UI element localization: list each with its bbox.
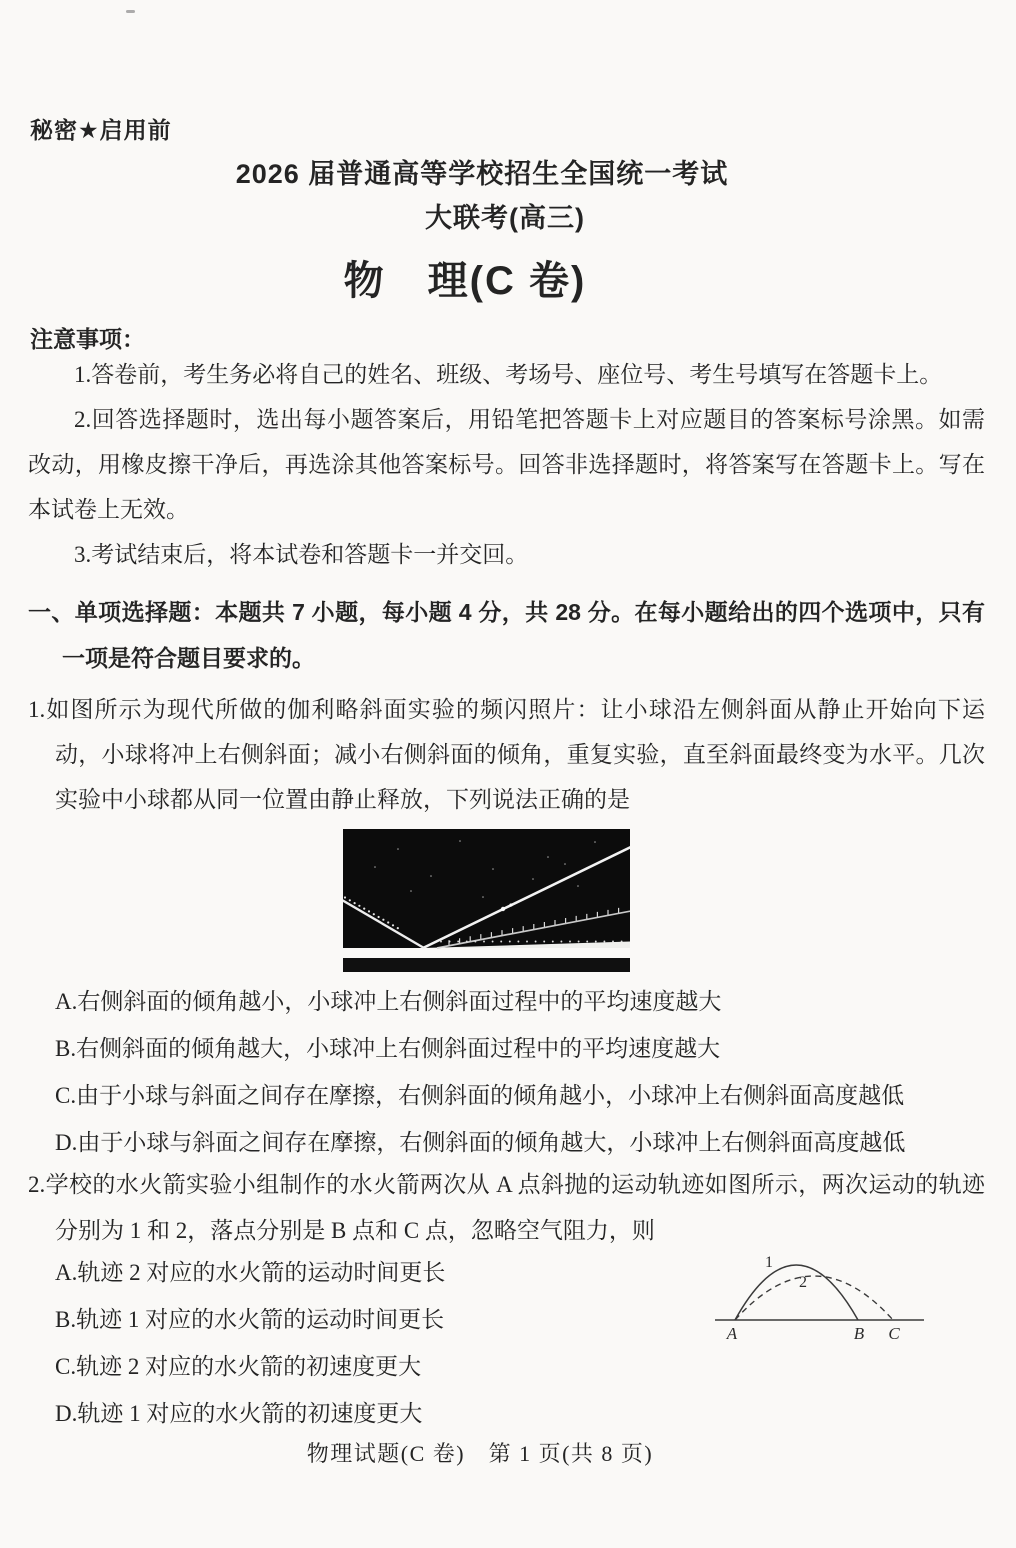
question-2-options — [55, 1249, 755, 1437]
question-2-stem: 2.学校的水火箭实验小组制作的水火箭两次从 A 点斜抛的运动轨迹如图所示，两次运动的轨迹分别为 1 和 2，落点分别是 B 点和 C 点，忽略空气阻力，则 — [28, 1172, 985, 1243]
notice-item-3: 3.考试结束后，将本试卷和答题卡一并交回。 — [74, 542, 529, 567]
question-2-option-a: A.轨迹 2 对应的水火箭的运动时间更长 — [55, 1260, 446, 1285]
section-1-heading: 一、单项选择题：本题共 7 小题，每小题 4 分，共 28 分。在每小题给出的四个选项中，只有一项是符合题目要求的。 — [28, 599, 985, 671]
point-a-label: A — [726, 1324, 738, 1343]
notice-list — [28, 352, 985, 577]
notice-heading: 注意事项： — [30, 326, 145, 352]
galileo-strobe-photo — [343, 829, 630, 972]
question-1-option-c: C.由于小球与斜面之间存在摩擦，右侧斜面的倾角越小，小球冲上右侧斜面高度越低 — [55, 1083, 905, 1108]
question-1-option-a: A.右侧斜面的倾角越小，小球冲上右侧斜面过程中的平均速度越大 — [55, 989, 722, 1014]
trajectory-diagram — [712, 1250, 927, 1348]
trajectory-2-label: 2 — [799, 1274, 807, 1291]
photo-background — [343, 829, 630, 948]
subject-title: 物 理(C 卷) — [343, 259, 587, 303]
question-1-options — [55, 978, 985, 1166]
galileo-strobe-photo-svg — [343, 829, 630, 972]
notice-item-1: 1.答卷前，考生务必将自己的姓名、班级、考场号、座位号、考生号填写在答题卡上。 — [74, 362, 943, 387]
trajectory-2-dashed-curve — [735, 1276, 893, 1320]
question-1-option-d: D.由于小球与斜面之间存在摩擦，右侧斜面的倾角越大，小球冲上右侧斜面高度越低 — [55, 1130, 906, 1155]
point-c-label: C — [888, 1324, 900, 1343]
classification-label: 秘密★启用前 — [30, 117, 172, 143]
exam-stage-title: 大联考(高三) — [425, 203, 585, 233]
question-2-option-d: D.轨迹 1 对应的水火箭的初速度更大 — [55, 1401, 423, 1426]
question-2-option-c: C.轨迹 2 对应的水火箭的初速度更大 — [55, 1354, 422, 1379]
scan-artifact — [126, 10, 135, 13]
trajectory-1-label: 1 — [765, 1254, 773, 1271]
question-1-option-b: B.右侧斜面的倾角越大，小球冲上右侧斜面过程中的平均速度越大 — [55, 1036, 721, 1061]
question-2-option-b: B.轨迹 1 对应的水火箭的运动时间更长 — [55, 1307, 445, 1332]
exam-title: 2026 届普通高等学校招生全国统一考试 — [235, 159, 729, 189]
question-1-stem: 1.如图所示为现代所做的伽利略斜面实验的频闪照片：让小球沿左侧斜面从静止开始向下运动，小球将冲上右侧斜面；减小右侧斜面的倾角，重复实验，直至斜面最终变为水平。几次实验中小球都从同一位置由静止释放，下列说法正确的是 — [28, 697, 985, 812]
page-footer: 物理试题(C 卷) 第 1 页(共 8 页) — [306, 1441, 654, 1466]
point-b-label: B — [853, 1324, 865, 1343]
notice-item-2: 2.回答选择题时，选出每小题答案后，用铅笔把答题卡上对应题目的答案标号涂黑。如需改动，用橡皮擦干净后，再选涂其他答案标号。回答非选择题时，将答案写在答题卡上。写在本试卷上无效。 — [28, 407, 985, 522]
trajectory-diagram-svg — [712, 1250, 927, 1348]
trajectory-1-solid-curve — [735, 1265, 858, 1320]
photo-bottom-bar — [343, 958, 630, 972]
